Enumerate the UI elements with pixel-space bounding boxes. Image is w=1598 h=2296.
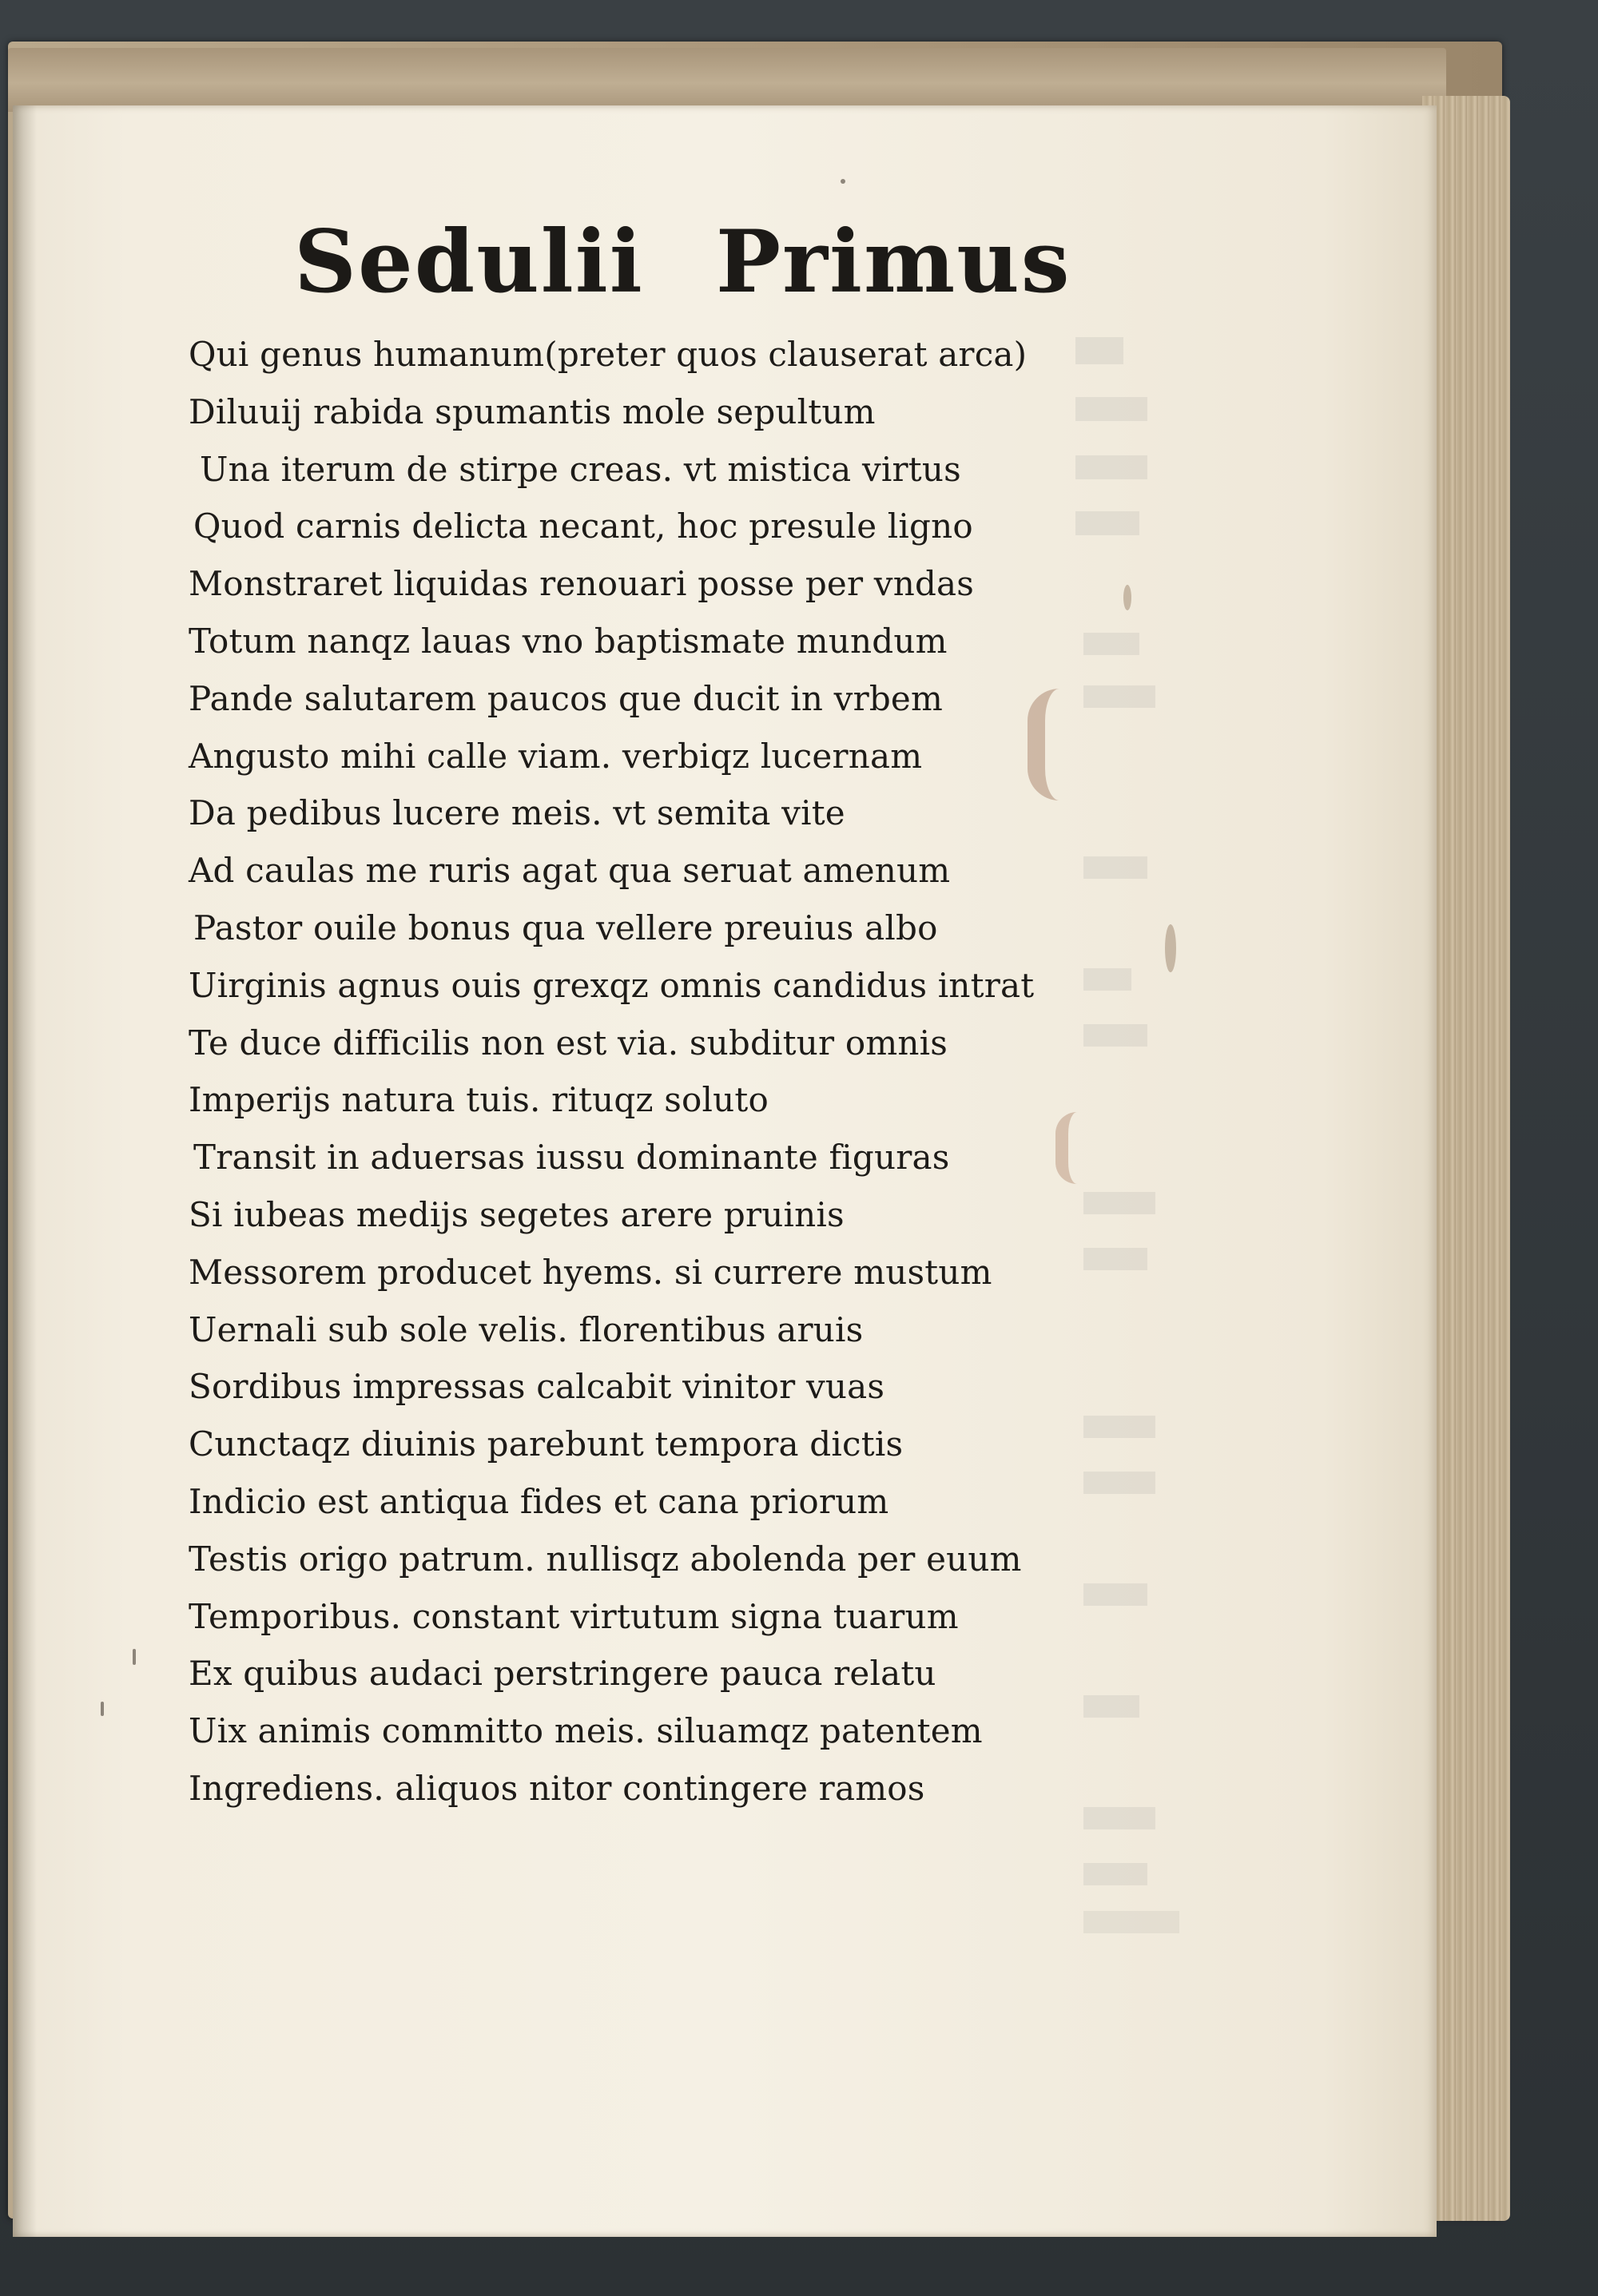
book-top-edge bbox=[8, 48, 1446, 112]
bleed-through-line bbox=[1083, 856, 1147, 879]
ink-speck bbox=[841, 179, 845, 184]
bleed-through-line bbox=[1075, 337, 1123, 364]
bleed-through-line bbox=[1083, 1695, 1139, 1718]
verse-line: Indicio est antiqua fides et cana priorum bbox=[189, 1481, 889, 1521]
bleed-through-line bbox=[1083, 1583, 1147, 1606]
verse-line: Una iterum de stirpe creas. vt mistica virtus bbox=[200, 449, 961, 489]
bleed-through-line bbox=[1075, 511, 1139, 535]
verse-line: Uirginis agnus ouis grexqz omnis candidus intrat bbox=[189, 965, 1035, 1005]
page-title bbox=[294, 212, 1071, 312]
title-word-sedulii: Sedulii bbox=[294, 212, 644, 312]
bleed-through-line bbox=[1083, 1416, 1155, 1438]
bleed-through-line bbox=[1083, 1192, 1155, 1214]
bleed-through-line bbox=[1083, 968, 1131, 991]
verse-line: Transit in aduersas iussu dominante figuras bbox=[193, 1138, 950, 1178]
bleed-through-line bbox=[1083, 633, 1139, 655]
verse-line: Uernali sub sole velis. florentibus aruis bbox=[189, 1309, 864, 1349]
bleed-through-line bbox=[1083, 1863, 1147, 1885]
verse-line: Temporibus. constant virtutum signa tuarum bbox=[189, 1596, 959, 1636]
verse-line: Da pedibus lucere meis. vt semita vite bbox=[189, 793, 845, 833]
verse-line: Quod carnis delicta necant, hoc presule ligno bbox=[193, 506, 973, 546]
ink-speck bbox=[101, 1702, 104, 1716]
verse-line: Te duce difficilis non est via. subditur omnis bbox=[189, 1023, 948, 1063]
foxing-spot bbox=[1165, 924, 1176, 972]
title-word-primus: Primus bbox=[715, 212, 1071, 312]
bleed-through-line bbox=[1075, 397, 1147, 421]
foxing-spot bbox=[1123, 585, 1131, 610]
verse-line: Pastor ouile bonus qua vellere preuius albo bbox=[193, 908, 938, 947]
bleed-through-line bbox=[1083, 1248, 1147, 1270]
verse-line: Uix animis committo meis. siluamqz patentem bbox=[189, 1711, 983, 1751]
verse-line: Sordibus impressas calcabit vinitor vuas bbox=[189, 1367, 885, 1407]
ink-speck bbox=[133, 1649, 136, 1665]
bleed-through-line bbox=[1083, 1024, 1147, 1047]
book-page bbox=[13, 105, 1437, 2237]
bleed-through-line bbox=[1083, 1911, 1179, 1933]
verse-line: Si iubeas medijs segetes arere pruinis bbox=[189, 1194, 845, 1234]
verse-line: Angusto mihi calle viam. verbiqz lucernam bbox=[189, 736, 923, 776]
verse-line: Cunctaqz diuinis parebunt tempora dictis bbox=[189, 1424, 904, 1464]
gutter-shadow bbox=[13, 105, 37, 2237]
verse-line: Pande salutarem paucos que ducit in vrbem bbox=[189, 678, 944, 718]
verse-block bbox=[189, 326, 1067, 1817]
bleed-through-line bbox=[1083, 1472, 1155, 1494]
verse-line: Diluuij rabida spumantis mole sepultum bbox=[189, 391, 876, 431]
verse-line: Ingrediens. aliquos nitor contingere ramos bbox=[189, 1768, 925, 1808]
verse-line: Imperijs natura tuis. rituqz soluto bbox=[189, 1080, 769, 1120]
verse-line: Ad caulas me ruris agat qua seruat amenum bbox=[189, 851, 951, 891]
verse-line: Totum nanqz lauas vno baptismate mundum bbox=[189, 621, 948, 661]
verse-line: Messorem producet hyems. si currere mustum bbox=[189, 1252, 992, 1292]
verse-line: Testis origo patrum. nullisqz abolenda per euum bbox=[189, 1539, 1022, 1579]
verse-line: Monstraret liquidas renouari posse per vndas bbox=[189, 564, 975, 604]
bleed-through-line bbox=[1075, 455, 1147, 479]
verse-line: Ex quibus audaci perstringere pauca relatu bbox=[189, 1654, 936, 1694]
bleed-through-line bbox=[1083, 1807, 1155, 1829]
verse-line: Qui genus humanum(preter quos clauserat arca) bbox=[189, 335, 1028, 374]
